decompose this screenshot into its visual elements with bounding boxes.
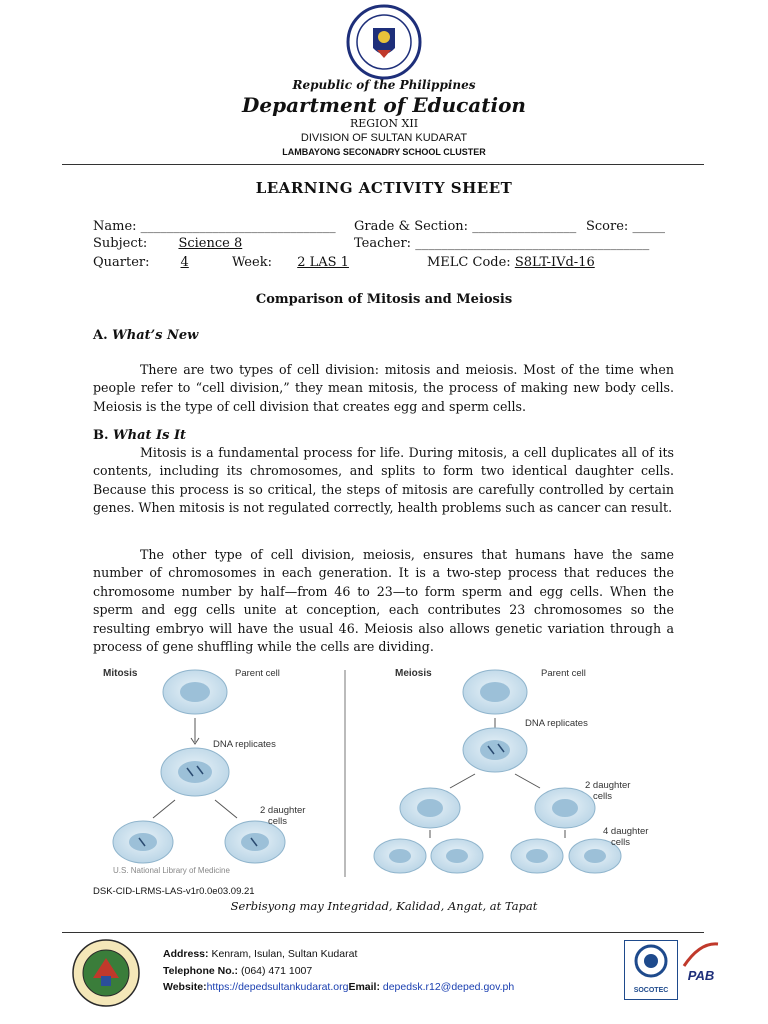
meiosis-gamete-1 [374, 839, 426, 873]
division-seal [71, 938, 141, 1008]
name-field: Name: ______________________________ [93, 219, 336, 234]
header-divider [62, 164, 704, 165]
quarter-field: Quarter: 4 [93, 255, 216, 270]
melc-value: S8LT-IVd-16 [514, 255, 595, 270]
section-b-paragraph-2: The other type of cell division, meiosis, ensures that humans have the same number of chromosomes in each generation. It is a two-step process that reduces the chromosome number by half—from 46 to 23—to form sperm and egg cells. When the sperm and egg cells unite at conception, each contributes 23 chromosomes so the resulting embryo will have the usual 46. Meiosis also allows genetic variation through a process of gene shuffling while the cells are dividing. [93, 547, 674, 655]
mitosis-dna-label: DNA replicates [213, 739, 276, 750]
cluster-line: LAMBAYONG SECONADRY SCHOOL CLUSTER [282, 147, 486, 157]
grade-section-field: Grade & Section: ________________ [354, 219, 577, 234]
subject-value: Science 8 [178, 236, 243, 251]
meiosis-four-daughter-label: 4 daughter cells [603, 826, 649, 848]
socotec-text: SOCOTEC [633, 987, 669, 994]
mitosis-meiosis-figure [95, 662, 675, 880]
week-value: 2 LAS 1 [297, 255, 349, 270]
pab-logo [680, 940, 722, 998]
website-link[interactable]: https://depedsultankudarat.org [206, 981, 349, 993]
meiosis-dna-label: DNA replicates [525, 718, 588, 729]
footer-address: Address: Kenram, Isulan, Sultan Kudarat [163, 948, 358, 960]
mitosis-label: Mitosis [103, 668, 138, 679]
document-code: DSK-CID-LRMS-LAS-v1r0.0e03.09.21 [93, 886, 255, 897]
subject-field: Subject: Science 8 [93, 236, 269, 251]
section-a-paragraph: There are two types of cell division: mitosis and meiosis. Most of the time when people refer to “cell division,” they mean mitosis, the process of making new body cells. Meiosis is the type of cell division that creates egg and sperm cells. [93, 362, 674, 414]
mitosis-daughter-cell-1 [113, 821, 173, 863]
figure-svg [95, 662, 675, 880]
section-a-heading: A. What’s New [93, 328, 199, 343]
socotec-logo [624, 940, 678, 1000]
pab-text: PAB [687, 968, 715, 983]
mitosis-replicated-cell [161, 748, 229, 796]
meiosis-parent-label: Parent cell [541, 668, 586, 679]
meiosis-gamete-2 [431, 839, 483, 873]
footer-telephone: Telephone No.: (064) 471 1007 [163, 965, 313, 977]
meiosis-label: Meiosis [395, 668, 432, 679]
motto: Serbisyong may Integridad, Kalidad, Angat, at Tapat [230, 899, 538, 913]
figure-credit: U.S. National Library of Medicine [113, 866, 230, 875]
section-b-paragraph-1: Mitosis is a fundamental process for life. During mitosis, a cell duplicates all of its contents, including its chromosomes, and splits to form two identical daughter cells. Because this process is so critical, the steps of mitosis are carefully controlled by certain genes. When mitosis is not regulated correctly, health problems such as cancer can result. [93, 445, 674, 516]
department-title: Department of Education [242, 93, 526, 117]
republic-line: Republic of the Philippines [292, 78, 476, 92]
meiosis-parent-cell [463, 670, 527, 714]
week-field: Week: 2 LAS 1 [232, 255, 370, 270]
footer-divider [62, 932, 704, 933]
region-line: REGION XII [349, 117, 419, 130]
meiosis-daughter-cell-1 [400, 788, 460, 828]
deped-seal [333, 4, 435, 80]
teacher-field: Teacher: ____________________________________ [354, 236, 650, 251]
meiosis-gamete-3 [511, 839, 563, 873]
mitosis-daughter-cell-2 [225, 821, 285, 863]
quarter-value: 4 [180, 255, 189, 270]
sheet-title: LEARNING ACTIVITY SHEET [255, 179, 513, 197]
lesson-title: Comparison of Mitosis and Meiosis [255, 292, 513, 307]
mitosis-parent-cell [163, 670, 227, 714]
meiosis-two-daughter-label: 2 daughter cells [585, 780, 631, 802]
footer-website-email: Website:https://depedsultankudarat.orgEmail: depedsk.r12@deped.gov.ph [163, 981, 515, 993]
melc-field: MELC Code: S8LT-IVd-16 [427, 255, 595, 270]
section-b-heading: B. What Is It [93, 428, 187, 443]
mitosis-daughter-label: 2 daughter cells [260, 805, 306, 827]
division-line: DIVISION OF SULTAN KUDARAT [300, 132, 468, 144]
score-field: Score: _____ [586, 219, 665, 234]
meiosis-replicated-cell [463, 728, 527, 772]
email-link[interactable]: depedsk.r12@deped.gov.ph [382, 981, 515, 993]
mitosis-parent-label: Parent cell [235, 668, 280, 679]
